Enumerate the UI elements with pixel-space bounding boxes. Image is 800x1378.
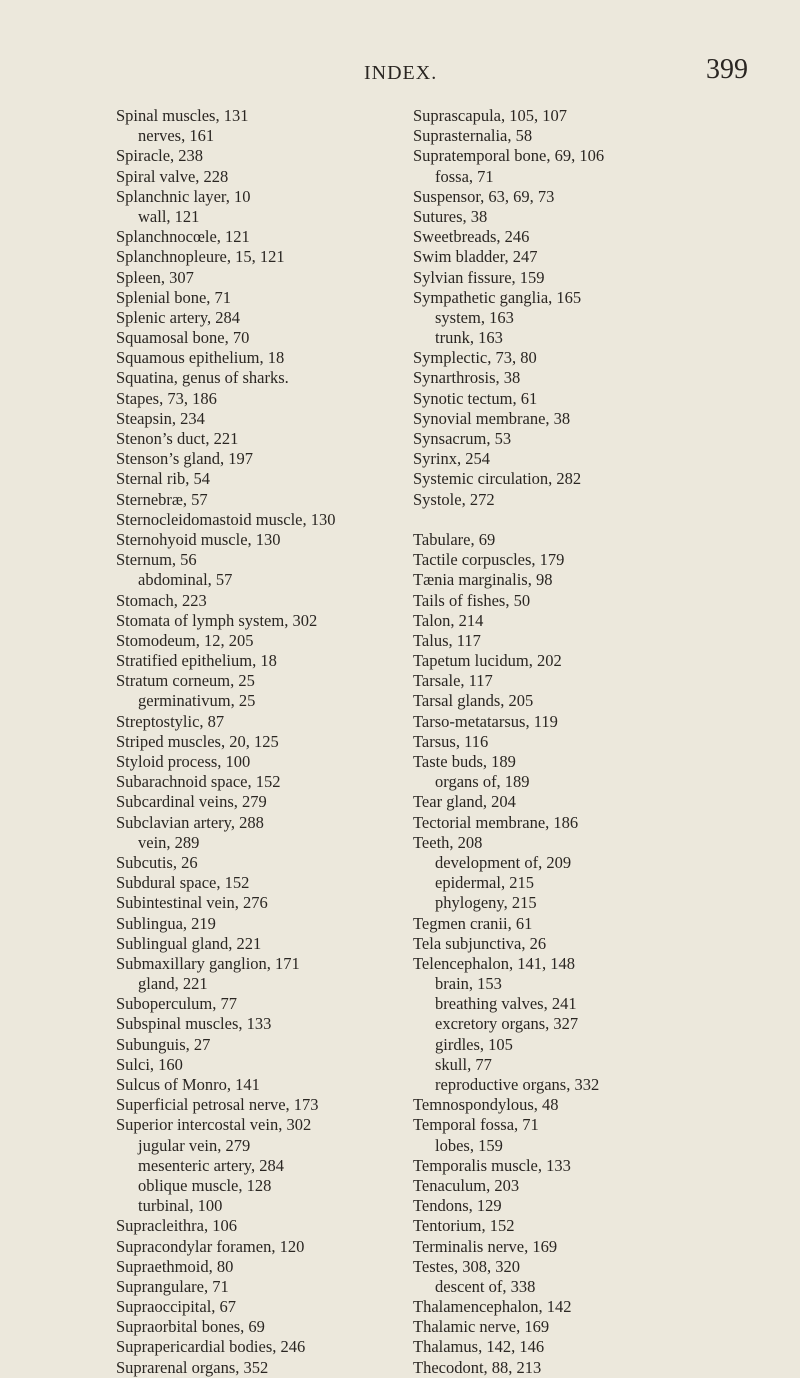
- index-subentry: germinativum, 25: [138, 691, 256, 711]
- index-entry: Subunguis, 27: [116, 1034, 211, 1054]
- index-entry: Synarthrosis, 38: [413, 368, 521, 388]
- index-entry: Subintestinal vein, 276: [116, 893, 268, 913]
- index-entry: Tarso-metatarsus, 119: [413, 711, 558, 731]
- index-entry: Stenon’s duct, 221: [116, 429, 239, 448]
- index-entry: Submaxillary ganglion, 171: [116, 953, 300, 973]
- index-entry: Swim bladder, 247: [413, 247, 538, 267]
- index-entry: Supraethmoid, 80: [116, 1256, 234, 1276]
- section-gap: [413, 510, 763, 530]
- index-entry: Tænia marginalis, 98: [413, 570, 553, 590]
- index-entry: Subclavian artery, 288: [116, 812, 264, 832]
- index-entry: Spiral valve, 228: [116, 166, 229, 186]
- index-entry: Supratemporal bone, 69, 106: [413, 146, 605, 166]
- index-subentry: breathing valves, 241: [435, 994, 577, 1014]
- index-entry: Syrinx, 254: [413, 449, 491, 469]
- index-subentry: organs of, 189: [435, 772, 530, 792]
- index-entry: Tactile corpuscles, 179: [413, 550, 565, 570]
- index-entry: Systemic circulation, 282: [413, 469, 582, 489]
- index-subentry: system, 163: [435, 307, 514, 327]
- index-entry: Tarsal glands, 205: [413, 691, 534, 711]
- index-entry: Tapetum lucidum, 202: [413, 651, 562, 671]
- page-header: [0, 52, 800, 92]
- index-subentry: development of, 209: [435, 852, 572, 872]
- index-subentry: lobes, 159: [435, 1135, 503, 1155]
- index-entry: Streptostylic, 87: [116, 711, 225, 731]
- index-subentry: mesenteric artery, 284: [138, 1155, 284, 1175]
- index-subentry: reproductive organs, 332: [435, 1075, 600, 1094]
- index-entry: Taste buds, 189: [413, 752, 516, 771]
- index-entry: Spleen, 307: [116, 267, 194, 287]
- index-entry: Terminalis nerve, 169: [413, 1236, 558, 1256]
- index-entry: Synovial membrane, 38: [413, 408, 571, 428]
- index-entry: Stomata of lymph system, 302: [116, 610, 318, 630]
- index-entry: Supracleithra, 106: [116, 1216, 237, 1236]
- index-subentry: fossa, 71: [435, 166, 494, 186]
- index-entry: Sublingual gland, 221: [116, 933, 262, 953]
- index-entry: Squamosal bone, 70: [116, 328, 250, 348]
- index-subentry: trunk, 163: [435, 328, 503, 348]
- index-entry: Squamous epithelium, 18: [116, 348, 285, 368]
- index-entry: Sternal rib, 54: [116, 469, 210, 489]
- index-entry: Sternum, 56: [116, 550, 197, 570]
- index-entry: Subarachnoid space, 152: [116, 772, 281, 792]
- index-subentry: epidermal, 215: [435, 873, 534, 893]
- index-entry: Steapsin, 234: [116, 408, 205, 428]
- index-entry: Tails of fishes, 50: [413, 590, 531, 610]
- index-entry: Sutures, 38: [413, 206, 488, 226]
- index-entry: Stomodeum, 12, 205: [116, 630, 254, 650]
- index-entry: Stomach, 223: [116, 590, 207, 610]
- index-entry: Thalamencephalon, 142: [413, 1297, 572, 1317]
- page-number: 399: [706, 54, 748, 85]
- index-entry: Sulcus of Monro, 141: [116, 1075, 260, 1094]
- index-subentry: jugular vein, 279: [138, 1135, 251, 1155]
- index-entry: Thalamic nerve, 169: [413, 1317, 550, 1337]
- index-entry: Temporalis muscle, 133: [413, 1155, 571, 1175]
- index-entry: Talon, 214: [413, 610, 484, 630]
- index-entry: Telencephalon, 141, 148: [413, 953, 575, 973]
- index-subentry: phylogeny, 215: [435, 893, 537, 913]
- index-entry: Suspensor, 63, 69, 73: [413, 186, 555, 206]
- index-entry: Tabulare, 69: [413, 529, 496, 549]
- index-entry: Synsacrum, 53: [413, 429, 512, 448]
- index-entry: Tentorium, 152: [413, 1216, 515, 1236]
- index-entry: Spiracle, 238: [116, 146, 204, 166]
- index-entry: Subcutis, 26: [116, 852, 198, 872]
- index-entry: Tenaculum, 203: [413, 1175, 520, 1195]
- index-entry: Tendons, 129: [413, 1196, 502, 1216]
- index-entry: Suprascapula, 105, 107: [413, 106, 567, 125]
- index-entry: Superior intercostal vein, 302: [116, 1115, 312, 1135]
- index-subentry: abdominal, 57: [138, 570, 233, 590]
- index-subentry: vein, 289: [138, 832, 200, 852]
- index-entry: Squatina, genus of sharks.: [116, 368, 289, 388]
- index-subentry: skull, 77: [435, 1054, 492, 1074]
- index-subentry: nerves, 161: [138, 126, 215, 146]
- index-entry: Supracondylar foramen, 120: [116, 1236, 305, 1256]
- index-entry: Striped muscles, 20, 125: [116, 731, 279, 751]
- index-entry: Spinal muscles, 131: [116, 106, 249, 125]
- index-entry: Tectorial membrane, 186: [413, 812, 579, 832]
- index-entry: Stratum corneum, 25: [116, 671, 255, 691]
- index-entry: Symplectic, 73, 80: [413, 348, 537, 368]
- index-entry: Thecodont, 88, 213: [413, 1357, 542, 1377]
- index-entry: Sympathetic ganglia, 165: [413, 287, 582, 307]
- index-subentry: descent of, 338: [435, 1276, 536, 1296]
- index-entry: Splanchnopleure, 15, 121: [116, 247, 285, 267]
- index-entry: Splenic artery, 284: [116, 307, 241, 327]
- index-subentry: brain, 153: [435, 974, 502, 994]
- index-entry: Suprasternalia, 58: [413, 126, 533, 146]
- index-entry: Stratified epithelium, 18: [116, 651, 277, 671]
- index-entry: Synotic tectum, 61: [413, 388, 538, 408]
- index-entry: Supraorbital bones, 69: [116, 1317, 265, 1337]
- index-entry: Subdural space, 152: [116, 873, 250, 893]
- index-subentry: turbinal, 100: [138, 1196, 223, 1216]
- index-entry: Tela subjunctiva, 26: [413, 933, 547, 953]
- index-entry: Subspinal muscles, 133: [116, 1014, 272, 1034]
- index-subentry: girdles, 105: [435, 1034, 513, 1054]
- index-subentry: gland, 221: [138, 974, 208, 994]
- index-entry: Suprangulare, 71: [116, 1276, 229, 1296]
- index-entry: Splanchnic layer, 10: [116, 186, 251, 206]
- index-entry: Thalamus, 142, 146: [413, 1337, 545, 1357]
- index-subentry: wall, 121: [138, 206, 200, 226]
- index-entry: Talus, 117: [413, 630, 481, 650]
- index-entry: Teeth, 208: [413, 832, 483, 852]
- index-entry: Styloid process, 100: [116, 752, 251, 771]
- index-entry: Sylvian fissure, 159: [413, 267, 545, 287]
- index-subentry: oblique muscle, 128: [138, 1175, 272, 1195]
- index-entry: Sublingua, 219: [116, 913, 216, 933]
- index-entry: Splanchnocœle, 121: [116, 227, 250, 247]
- index-entry: Stapes, 73, 186: [116, 388, 217, 408]
- index-column-right: [413, 106, 763, 1378]
- index-entry: Suprapericardial bodies, 246: [116, 1337, 306, 1357]
- index-entry: Tarsus, 116: [413, 731, 489, 751]
- index-entry: Suprarenal organs, 352: [116, 1357, 269, 1377]
- index-entry: Temnospondylous, 48: [413, 1095, 559, 1115]
- index-entry: Sternohyoid muscle, 130: [116, 529, 281, 549]
- index-entry: Tegmen cranii, 61: [413, 913, 533, 933]
- header-title: INDEX.: [364, 62, 438, 84]
- index-entry: Splenial bone, 71: [116, 287, 232, 307]
- index-entry: Sternebræ, 57: [116, 489, 208, 509]
- index-column-left: [116, 106, 416, 1378]
- index-entry: Sweetbreads, 246: [413, 227, 530, 247]
- index-entry: Temporal fossa, 71: [413, 1115, 539, 1135]
- index-entry: Superficial petrosal nerve, 173: [116, 1095, 319, 1115]
- index-entry: Stenson’s gland, 197: [116, 449, 254, 469]
- index-entry: Systole, 272: [413, 489, 495, 509]
- index-entry: Sulci, 160: [116, 1054, 183, 1074]
- index-entry: Tear gland, 204: [413, 792, 516, 812]
- index-entry: Testes, 308, 320: [413, 1256, 521, 1276]
- index-entry: Sternocleidomastoid muscle, 130: [116, 509, 336, 529]
- index-entry: Tarsale, 117: [413, 671, 493, 691]
- index-entry: Subcardinal veins, 279: [116, 792, 267, 812]
- index-entry: Suboperculum, 77: [116, 994, 237, 1014]
- index-subentry: excretory organs, 327: [435, 1014, 579, 1034]
- index-entry: Supraoccipital, 67: [116, 1297, 237, 1317]
